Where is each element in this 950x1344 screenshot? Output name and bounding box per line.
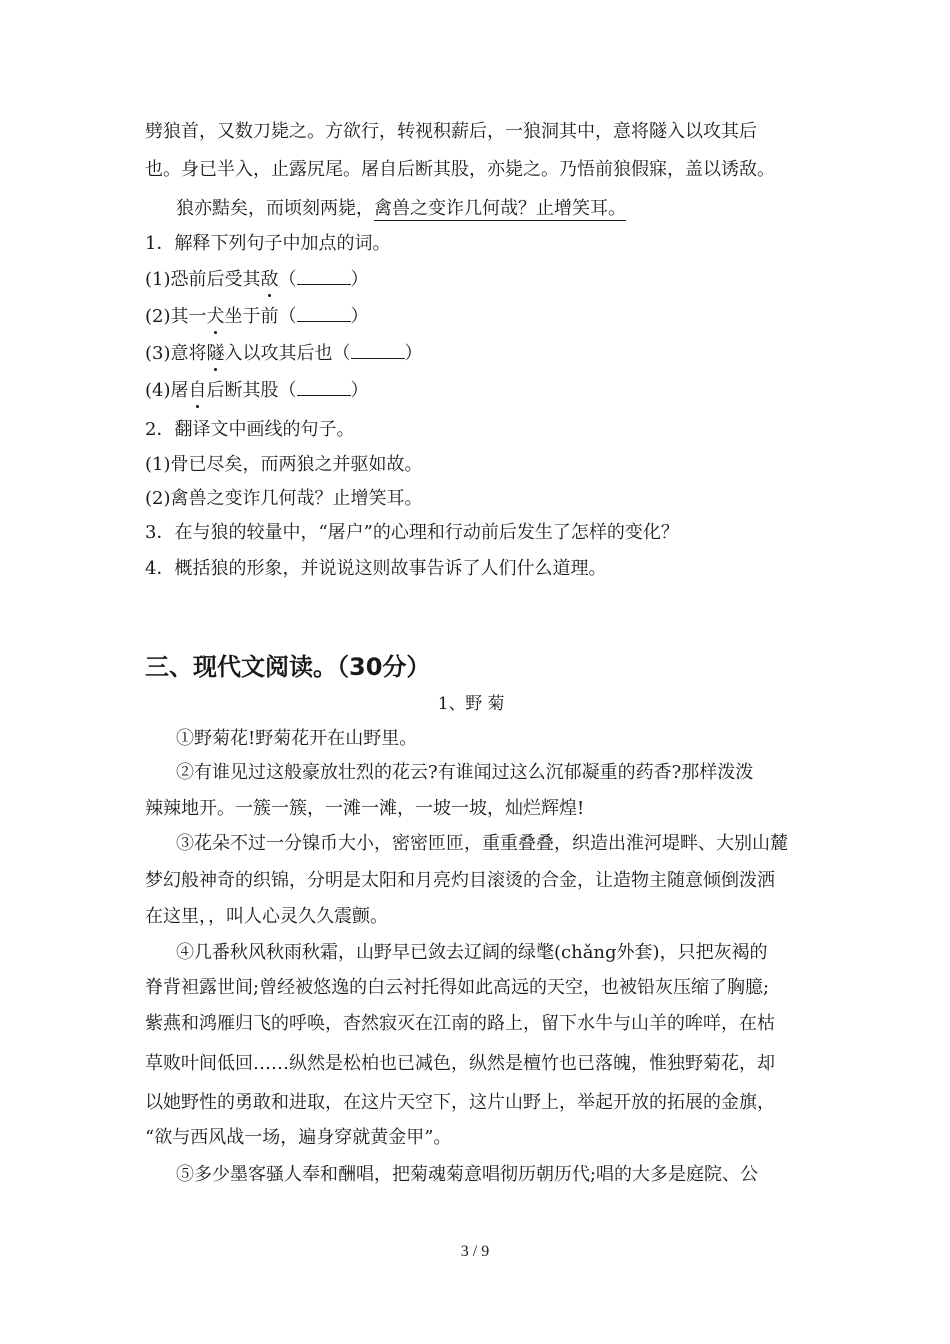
item-text: ）: [404, 343, 423, 364]
article-line: ②有谁见过这般豪放壮烈的花云?有谁闻过这么沉郁凝重的药香?那样泼泼: [176, 762, 754, 783]
question-1-item: [145, 342, 423, 366]
question-1-item: [145, 379, 369, 403]
section-heading: 三、现代文阅读。（30分）: [145, 653, 431, 681]
dotted-word: 隧: [206, 343, 225, 364]
article-line: 紫燕和鸿雁归飞的呼唤，杳然寂灭在江南的路上，留下水牛与山羊的哞咩，在枯: [145, 1013, 775, 1034]
passage-line: 也。身已半入，止露尻尾。屠自后断其股，亦毙之。乃悟前狼假寐，盖以诱敌。: [145, 159, 775, 180]
item-text: ）: [350, 306, 369, 327]
question-2-item: (1)骨已尽矣，而两狼之并驱如故。: [145, 454, 423, 475]
passage-line: 劈狼首，又数刀毙之。方欲行，转视积薪后，一狼洞其中，意将隧入以攻其后: [145, 121, 757, 142]
question-2-item: (2)禽兽之变诈几何哉？止增笑耳。: [145, 488, 423, 509]
item-text: 后断其股（: [206, 380, 297, 401]
article-line: “欲与西风战一场，遍身穿就黄金甲”。: [145, 1127, 452, 1148]
passage-line: [176, 197, 626, 221]
page-number: 3 / 9: [460, 1243, 490, 1260]
article-title: 1、野 菊: [437, 694, 505, 714]
question-1: 1．解释下列句子中加点的词。: [145, 233, 391, 254]
item-text: （: [278, 269, 297, 290]
article-line: ⑤多少墨客骚人奉和酬唱，把菊魂菊意唱彻历朝历代;唱的大多是庭院、公: [176, 1164, 759, 1185]
answer-blank[interactable]: [297, 270, 351, 285]
article-line: ①野菊花!野菊花开在山野里。: [176, 728, 418, 749]
answer-blank[interactable]: [351, 344, 405, 359]
answer-blank[interactable]: [297, 381, 351, 396]
article-line: ③花朵不过一分镍币大小，密密匝匝，重重叠叠，织造出淮河堤畔、大别山麓: [176, 833, 788, 854]
article-line: 辣辣地开。一簇一簇，一滩一滩，一坡一坡，灿烂辉煌!: [145, 798, 585, 819]
question-1-item: [145, 268, 369, 292]
dotted-word: 犬: [206, 306, 225, 327]
dotted-word: 敌: [260, 269, 279, 290]
item-text: ）: [350, 380, 369, 401]
article-line: 梦幻般神奇的织锦，分明是太阳和月亮灼目滚烫的合金，让造物主随意倾倒泼洒: [145, 870, 775, 891]
item-text: (4)屠: [145, 380, 189, 401]
article-line: ④几番秋风秋雨秋霜，山野早已敛去辽阔的绿氅(chǎng外套)，只把灰褐的: [176, 942, 768, 963]
question-2: 2．翻译文中画线的句子。: [145, 419, 355, 440]
answer-blank[interactable]: [297, 307, 351, 322]
question-4: 4．概括狼的形象，并说说这则故事告诉了人们什么道理。: [145, 558, 607, 579]
item-text: (1)恐前后受其: [145, 269, 261, 290]
article-line: 以她野性的勇敢和进取，在这片天空下，这片山野上，举起开放的拓展的金旗，: [145, 1092, 775, 1113]
item-text: (2)其一: [145, 306, 207, 327]
article-line: 草败叶间低回……纵然是松柏也已减色，纵然是檀竹也已落魄，惟独野菊花，却: [145, 1053, 775, 1074]
question-3: 3．在与狼的较量中，“屠户”的心理和行动前后发生了怎样的变化？: [145, 522, 679, 543]
article-line: 在这里，，叫人心灵久久震颤。: [145, 906, 388, 927]
item-text: ）: [350, 269, 369, 290]
question-1-item: [145, 305, 369, 329]
item-text: 入以攻其后也（: [224, 343, 351, 364]
item-text: (3)意将: [145, 343, 207, 364]
article-line: 脊背袒露世间;曾经被悠逸的白云衬托得如此高远的天空，也被铅灰压缩了胸臆;: [145, 977, 770, 998]
underlined-sentence: 禽兽之变诈几何哉？止增笑耳。: [374, 198, 626, 219]
passage-text: 狼亦黠矣，而顷刻两毙，: [176, 198, 374, 219]
dotted-word: 自: [188, 380, 207, 401]
item-text: 坐于前（: [224, 306, 297, 327]
